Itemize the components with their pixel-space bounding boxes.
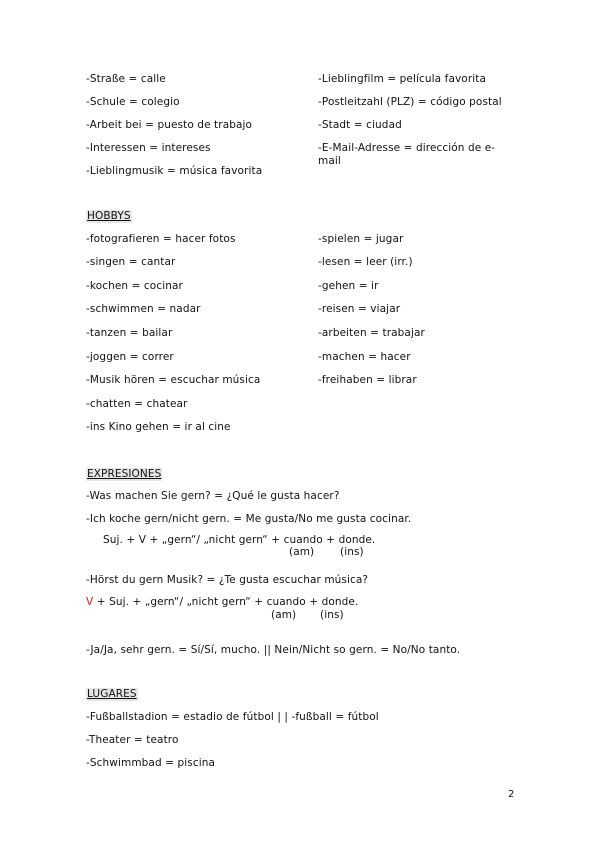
vocab-item: -Arbeit bei = puesto de trabajo (86, 119, 253, 131)
vocab-item: -Postleitzahl (PLZ) = código postal (318, 96, 502, 108)
vocab-item: -Stadt = ciudad (318, 119, 402, 131)
hobby-item: -chatten = chatear (86, 398, 188, 410)
formula-note: (am) (289, 546, 315, 558)
hobby-item: -tanzen = bailar (86, 327, 173, 339)
place-item: -Schwimmbad = piscina (86, 757, 216, 769)
vocab-item: -Lieblingmusik = música favorita (86, 165, 263, 177)
formula-note: (am) (271, 609, 297, 621)
hobby-item: -spielen = jugar (318, 233, 404, 245)
formula-note: (ins) (340, 546, 364, 558)
expression-line: -Ich koche gern/nicht gern. = Me gusta/No me gusta cocinar. (86, 513, 412, 525)
vocab-item: -Straße = calle (86, 73, 166, 85)
hobby-item: -Musik hören = escuchar música (86, 374, 261, 386)
expression-line: -Hörst du gern Musik? = ¿Te gusta escuchar música? (86, 574, 369, 586)
hobby-item: -machen = hacer (318, 351, 411, 363)
page-number: 2 (508, 789, 515, 800)
hobby-item: -lesen = leer (irr.) (318, 256, 413, 268)
place-item: -Theater = teatro (86, 734, 179, 746)
hobby-item: -arbeiten = trabajar (318, 327, 425, 339)
hobby-item: -singen = cantar (86, 256, 176, 268)
hobby-item: -joggen = correr (86, 351, 174, 363)
verb-marker: V (86, 596, 94, 608)
grammar-formula-question (86, 596, 358, 609)
section-heading-expresiones: EXPRESIONES (87, 468, 162, 480)
grammar-formula: Suj. + V + „gern“/ „nicht gern“ + cuando + donde. (103, 534, 376, 546)
formula-rest: + Suj. + „gern“/ „nicht gern“ + cuando + donde. (93, 596, 359, 608)
expression-line: -Was machen Sie gern? = ¿Qué le gusta hacer? (86, 490, 340, 502)
hobby-item: -gehen = ir (318, 280, 379, 292)
hobby-item: -freihaben = librar (318, 374, 417, 386)
hobby-item: -schwimmen = nadar (86, 303, 201, 315)
hobby-item: -kochen = cocinar (86, 280, 183, 292)
formula-note: (ins) (320, 609, 344, 621)
hobby-item: -reisen = viajar (318, 303, 401, 315)
hobby-item: -ins Kino gehen = ir al cine (86, 421, 231, 433)
expression-line: -Ja/Ja, sehr gern. = Sí/Sí, mucho. || Nein/Nicht so gern. = No/No tanto. (86, 644, 461, 656)
section-heading-hobbys: HOBBYS (87, 210, 131, 222)
vocab-item: -Schule = colegio (86, 96, 180, 108)
vocab-item: -E-Mail-Adresse = dirección de e-mail (318, 142, 496, 167)
vocab-item: -Lieblingfilm = película favorita (318, 73, 486, 85)
hobby-item: -fotografieren = hacer fotos (86, 233, 236, 245)
section-heading-lugares: LUGARES (87, 688, 137, 700)
place-item: -Fußballstadion = estadio de fútbol | | -fußball = fútbol (86, 711, 379, 723)
vocab-item: -Interessen = intereses (86, 142, 211, 154)
